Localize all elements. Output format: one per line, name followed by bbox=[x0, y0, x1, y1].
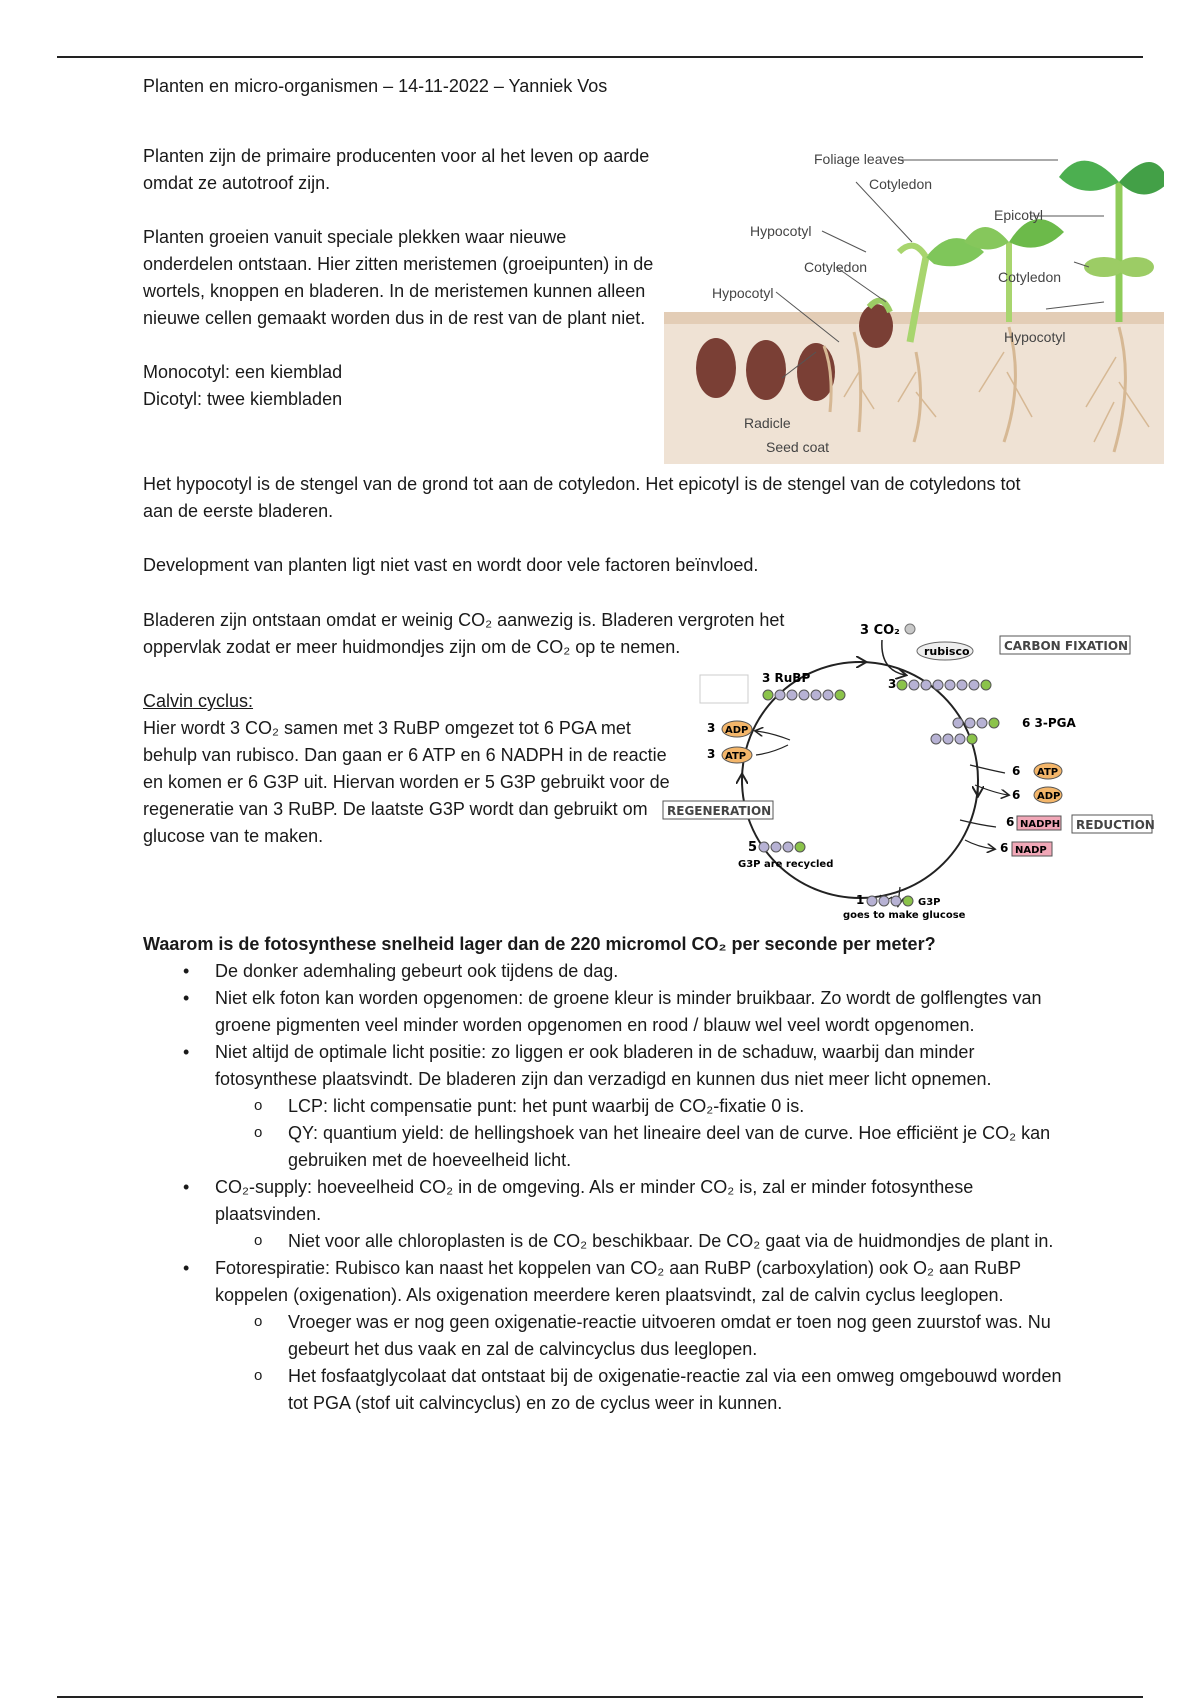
intro-section bbox=[143, 143, 655, 413]
left-atp-label: ATP bbox=[725, 751, 747, 762]
seedling-figure bbox=[664, 142, 1164, 464]
label-cotyledon-3: Cotyledon bbox=[998, 269, 1062, 285]
reduction-label: REDUCTION bbox=[1076, 818, 1155, 832]
foliage-leaf-left bbox=[1059, 161, 1119, 191]
sub-qy: o QY: quantium yield: de hellingshoek van het lineaire deel van de curve. Hoe efficiënt je CO₂ kan gebruiken met de hoeveelheid licht. bbox=[215, 1120, 1073, 1174]
hypocotyl-paragraph: Het hypocotyl is de stengel van de grond tot aan de cotyledon. Het epicotyl is de stengel van de cotyledons tot aan de eerste bladeren. bbox=[143, 474, 1021, 521]
reason-dark-respiration: • De donker ademhaling gebeurt ook tijdens de dag. bbox=[143, 958, 1073, 985]
top-rule bbox=[57, 56, 1143, 58]
co2-label: 3 CO₂ bbox=[860, 623, 900, 638]
left-atp-count: 3 bbox=[707, 747, 716, 761]
intermediate-count: 3 bbox=[888, 677, 897, 691]
photosynthesis-question-section bbox=[143, 931, 1073, 1417]
sub-lcp: o LCP: licht compensatie punt: het punt waarbij de CO₂-fixatie 0 is. bbox=[215, 1093, 1073, 1120]
atp-in-count: 6 bbox=[1012, 764, 1021, 778]
development-paragraph: Development van planten ligt niet vast en wordt door vele factoren beïnvloed. bbox=[143, 555, 759, 575]
left-adp-count: 3 bbox=[707, 721, 716, 735]
nadph-in-label: NADPH bbox=[1020, 819, 1061, 830]
regeneration-label: REGENERATION bbox=[667, 804, 772, 818]
rubp-label: 3 RuBP bbox=[762, 671, 811, 685]
intro-paragraph-2: Planten groeien vanuit speciale plekken waar nieuwe onderdelen ontstaan. Hier zitten meristemen (groeipunten) in de wortels, knoppen en bladeren. In de meristemen kunnen alleen nieuwe cellen gemaakt worden dus in de rest van de plant niet. bbox=[143, 227, 654, 328]
calvin-heading: Calvin cyclus: bbox=[143, 691, 254, 711]
label-seed-coat: Seed coat bbox=[766, 439, 830, 455]
atp-in-label: ATP bbox=[1037, 767, 1059, 778]
glucose-label: goes to make glucose bbox=[843, 910, 966, 920]
label-foliage-leaves: Foliage leaves bbox=[814, 151, 905, 167]
adp-out-label: ADP bbox=[1037, 791, 1061, 802]
page-header: Planten en micro-organismen – 14-11-2022 – Yanniek Vos bbox=[143, 76, 608, 96]
label-radicle: Radicle bbox=[744, 415, 791, 431]
label-hypocotyl-2: Hypocotyl bbox=[712, 285, 774, 301]
seed-1 bbox=[696, 338, 736, 398]
reason-photon-absorption: • Niet elk foton kan worden opgenomen: de groene kleur is minder bruikbaar. Zo wordt de golflengtes van groene pigmenten veel minder worden opgenomen en rood / blauw wel veel wordt opgenomen. bbox=[143, 985, 1073, 1039]
calvin-cycle-diagram bbox=[660, 615, 1160, 920]
sub-phosphoglycolate: o Het fosfaatglycolaat dat ontstaat bij de oxigenatie-reactie zal via een omweg omgebouwd worden tot PGA (stof uit calvincyclus) en zo de cyclus weer in kunnen. bbox=[215, 1363, 1073, 1417]
label-hypocotyl-1: Hypocotyl bbox=[750, 223, 812, 239]
recycled-count: 5 bbox=[748, 840, 758, 855]
reason-light-position: • Niet altijd de optimale licht positie: zo liggen er ook bladeren in de schaduw, waarbij dan minder fotosynthese plaatsvindt. De bladeren zijn dan verzadigd en kunnen dus niet meer licht opnemen. o LCP: licht compensatie punt: het punt waarbij de CO₂-fixatie 0 is. o QY: quantium yield: de hellingshoek van het lineaire deel van de curve. Hoe efficiënt je CO₂ kan gebruiken met de hoeveelheid licht. bbox=[143, 1039, 1073, 1174]
seed-2 bbox=[746, 340, 786, 400]
question-heading: Waarom is de fotosynthese snelheid lager dan de 220 micromol CO₂ per seconde per meter? bbox=[143, 934, 936, 954]
reason-co2-supply: • CO₂-supply: hoeveelheid CO₂ in de omgeving. Als er minder CO₂ is, zal er minder fotosynthese plaatsvinden. o Niet voor alle chloroplasten is de CO₂ beschikbaar. De CO₂ gaat via de huidmondjes de plant in. bbox=[143, 1174, 1073, 1255]
monocotyl-line: Monocotyl: een kiemblad bbox=[143, 362, 343, 382]
label-cotyledon-1: Cotyledon bbox=[869, 176, 933, 192]
foliage-leaf-right bbox=[1119, 162, 1164, 195]
dicotyl-line: Dicotyl: twee kiembladen bbox=[143, 389, 343, 409]
co2-supply-sublist bbox=[215, 1228, 1073, 1255]
calvin-section bbox=[143, 688, 683, 850]
recycled-label: G3P are recycled bbox=[738, 859, 834, 870]
label-cotyledon-2: Cotyledon bbox=[804, 259, 868, 275]
pga-label: 6 3-PGA bbox=[1022, 716, 1076, 730]
rubisco-label: rubisco bbox=[924, 645, 970, 658]
calvin-body: Hier wordt 3 CO₂ samen met 3 RuBP omgezet tot 6 PGA met behulp van rubisco. Dan gaan er 6 ATP en 6 NADPH in de reactie en komen er 6 G3P uit. Hiervan worden er 5 G3P gebruikt voor de regeneratie van 3 RuBP. De laatste G3P wordt dan gebruikt om glucose van te maken. bbox=[143, 718, 670, 846]
nadp-out-count: 6 bbox=[1000, 841, 1009, 855]
soil bbox=[664, 318, 1164, 464]
g3p-out-count: 1 bbox=[856, 893, 865, 907]
label-hypocotyl-3: Hypocotyl bbox=[1004, 329, 1066, 345]
reasons-list bbox=[143, 958, 1073, 1417]
label-epicotyl: Epicotyl bbox=[994, 207, 1044, 223]
left-adp-label: ADP bbox=[725, 725, 749, 736]
nadp-out-label: NADP bbox=[1015, 845, 1047, 856]
calvin-figure bbox=[660, 615, 1160, 920]
g3p-out-label: G3P bbox=[918, 897, 941, 908]
reason-photorespiration: • Fotorespiratie: Rubisco kan naast het koppelen van CO₂ aan RuBP (carboxylation) ook O₂ aan RuBP koppelen (oxigenation). Als oxigenation meerdere keren plaatsvindt, zal de calvin cyclus leeglopen. o Vroeger was er nog geen oxigenatie-reactie uitvoeren omdat er toen nog geen zuurstof was. Nu gebeurt het dus vaak en zal de calvincyclus dus leeglopen. o Het fosfaatglycolaat dat ontstaat bij de oxigenatie-reactie zal via een omweg omgebouwd worden tot PGA (stof uit calvincyclus) en zo de cyclus weer in kunnen. bbox=[143, 1255, 1073, 1417]
nadph-in-count: 6 bbox=[1006, 815, 1015, 829]
bottom-rule bbox=[57, 1696, 1143, 1698]
sub-oxygenation-history: o Vroeger was er nog geen oxigenatie-reactie uitvoeren omdat er toen nog geen zuurstof was. Nu gebeurt het dus vaak en zal de calvincyclus dus leeglopen. bbox=[215, 1309, 1073, 1363]
adp-out-count: 6 bbox=[1012, 788, 1021, 802]
sub-chloroplasts: o Niet voor alle chloroplasten is de CO₂ beschikbaar. De CO₂ gaat via de huidmondjes de plant in. bbox=[215, 1228, 1073, 1255]
seedling-illustration bbox=[664, 142, 1164, 464]
leaves-paragraph: Bladeren zijn ontstaan omdat er weinig CO₂ aanwezig is. Bladeren vergroten het oppervlak zodat er meer huidmondjes zijn om de CO₂ op te nemen. bbox=[143, 610, 785, 657]
carbon-fixation-label: CARBON FIXATION bbox=[1004, 639, 1129, 653]
light-position-sublist bbox=[215, 1093, 1073, 1174]
intro-paragraph-1: Planten zijn de primaire producenten voor al het leven op aarde omdat ze autotroof zijn. bbox=[143, 146, 650, 193]
photorespiration-sublist bbox=[215, 1309, 1073, 1417]
